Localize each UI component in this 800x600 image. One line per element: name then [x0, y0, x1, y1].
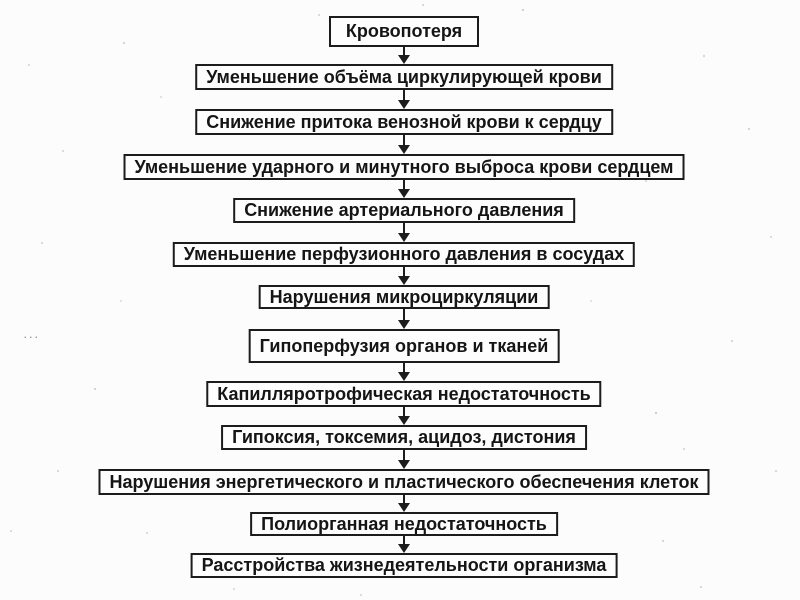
- flow-box: Полиорганная недостаточность: [250, 512, 558, 536]
- flow-box: Уменьшение перфузионного давления в сосудах: [173, 242, 635, 267]
- flow-box: Кровопотеря: [329, 16, 479, 47]
- flow-box: Расстройства жизнедеятельности организма: [191, 553, 618, 578]
- flow-box: Нарушения энергетического и пластического обеспечения клеток: [98, 469, 709, 495]
- arrow-down-icon: [398, 503, 410, 512]
- arrow-down-icon: [398, 416, 410, 425]
- flow-box: Гипоперфузия органов и тканей: [249, 329, 560, 363]
- scan-noise: [0, 0, 2, 2]
- arrow-down-icon: [398, 55, 410, 64]
- flow-box: Гипоксия, токсемия, ацидоз, дистония: [221, 425, 587, 450]
- arrow-down-icon: [398, 233, 410, 242]
- arrow-down-icon: [398, 189, 410, 198]
- arrow-down-icon: [398, 544, 410, 553]
- flow-box: Уменьшение объёма циркулирующей крови: [195, 64, 613, 90]
- flow-box: Уменьшение ударного и минутного выброса крови сердцем: [124, 154, 685, 180]
- flow-box: Снижение притока венозной крови к сердцу: [195, 109, 613, 135]
- flow-box: Снижение артериального давления: [233, 198, 575, 223]
- flow-box: Нарушения микроциркуляции: [259, 285, 550, 309]
- arrow-down-icon: [398, 372, 410, 381]
- arrow-down-icon: [398, 460, 410, 469]
- arrow-down-icon: [398, 276, 410, 285]
- arrow-down-icon: [398, 320, 410, 329]
- arrow-down-icon: [398, 145, 410, 154]
- flow-box: Капилляротрофическая недостаточность: [206, 381, 601, 407]
- arrow-down-icon: [398, 100, 410, 109]
- scan-artifact: ...: [24, 330, 41, 340]
